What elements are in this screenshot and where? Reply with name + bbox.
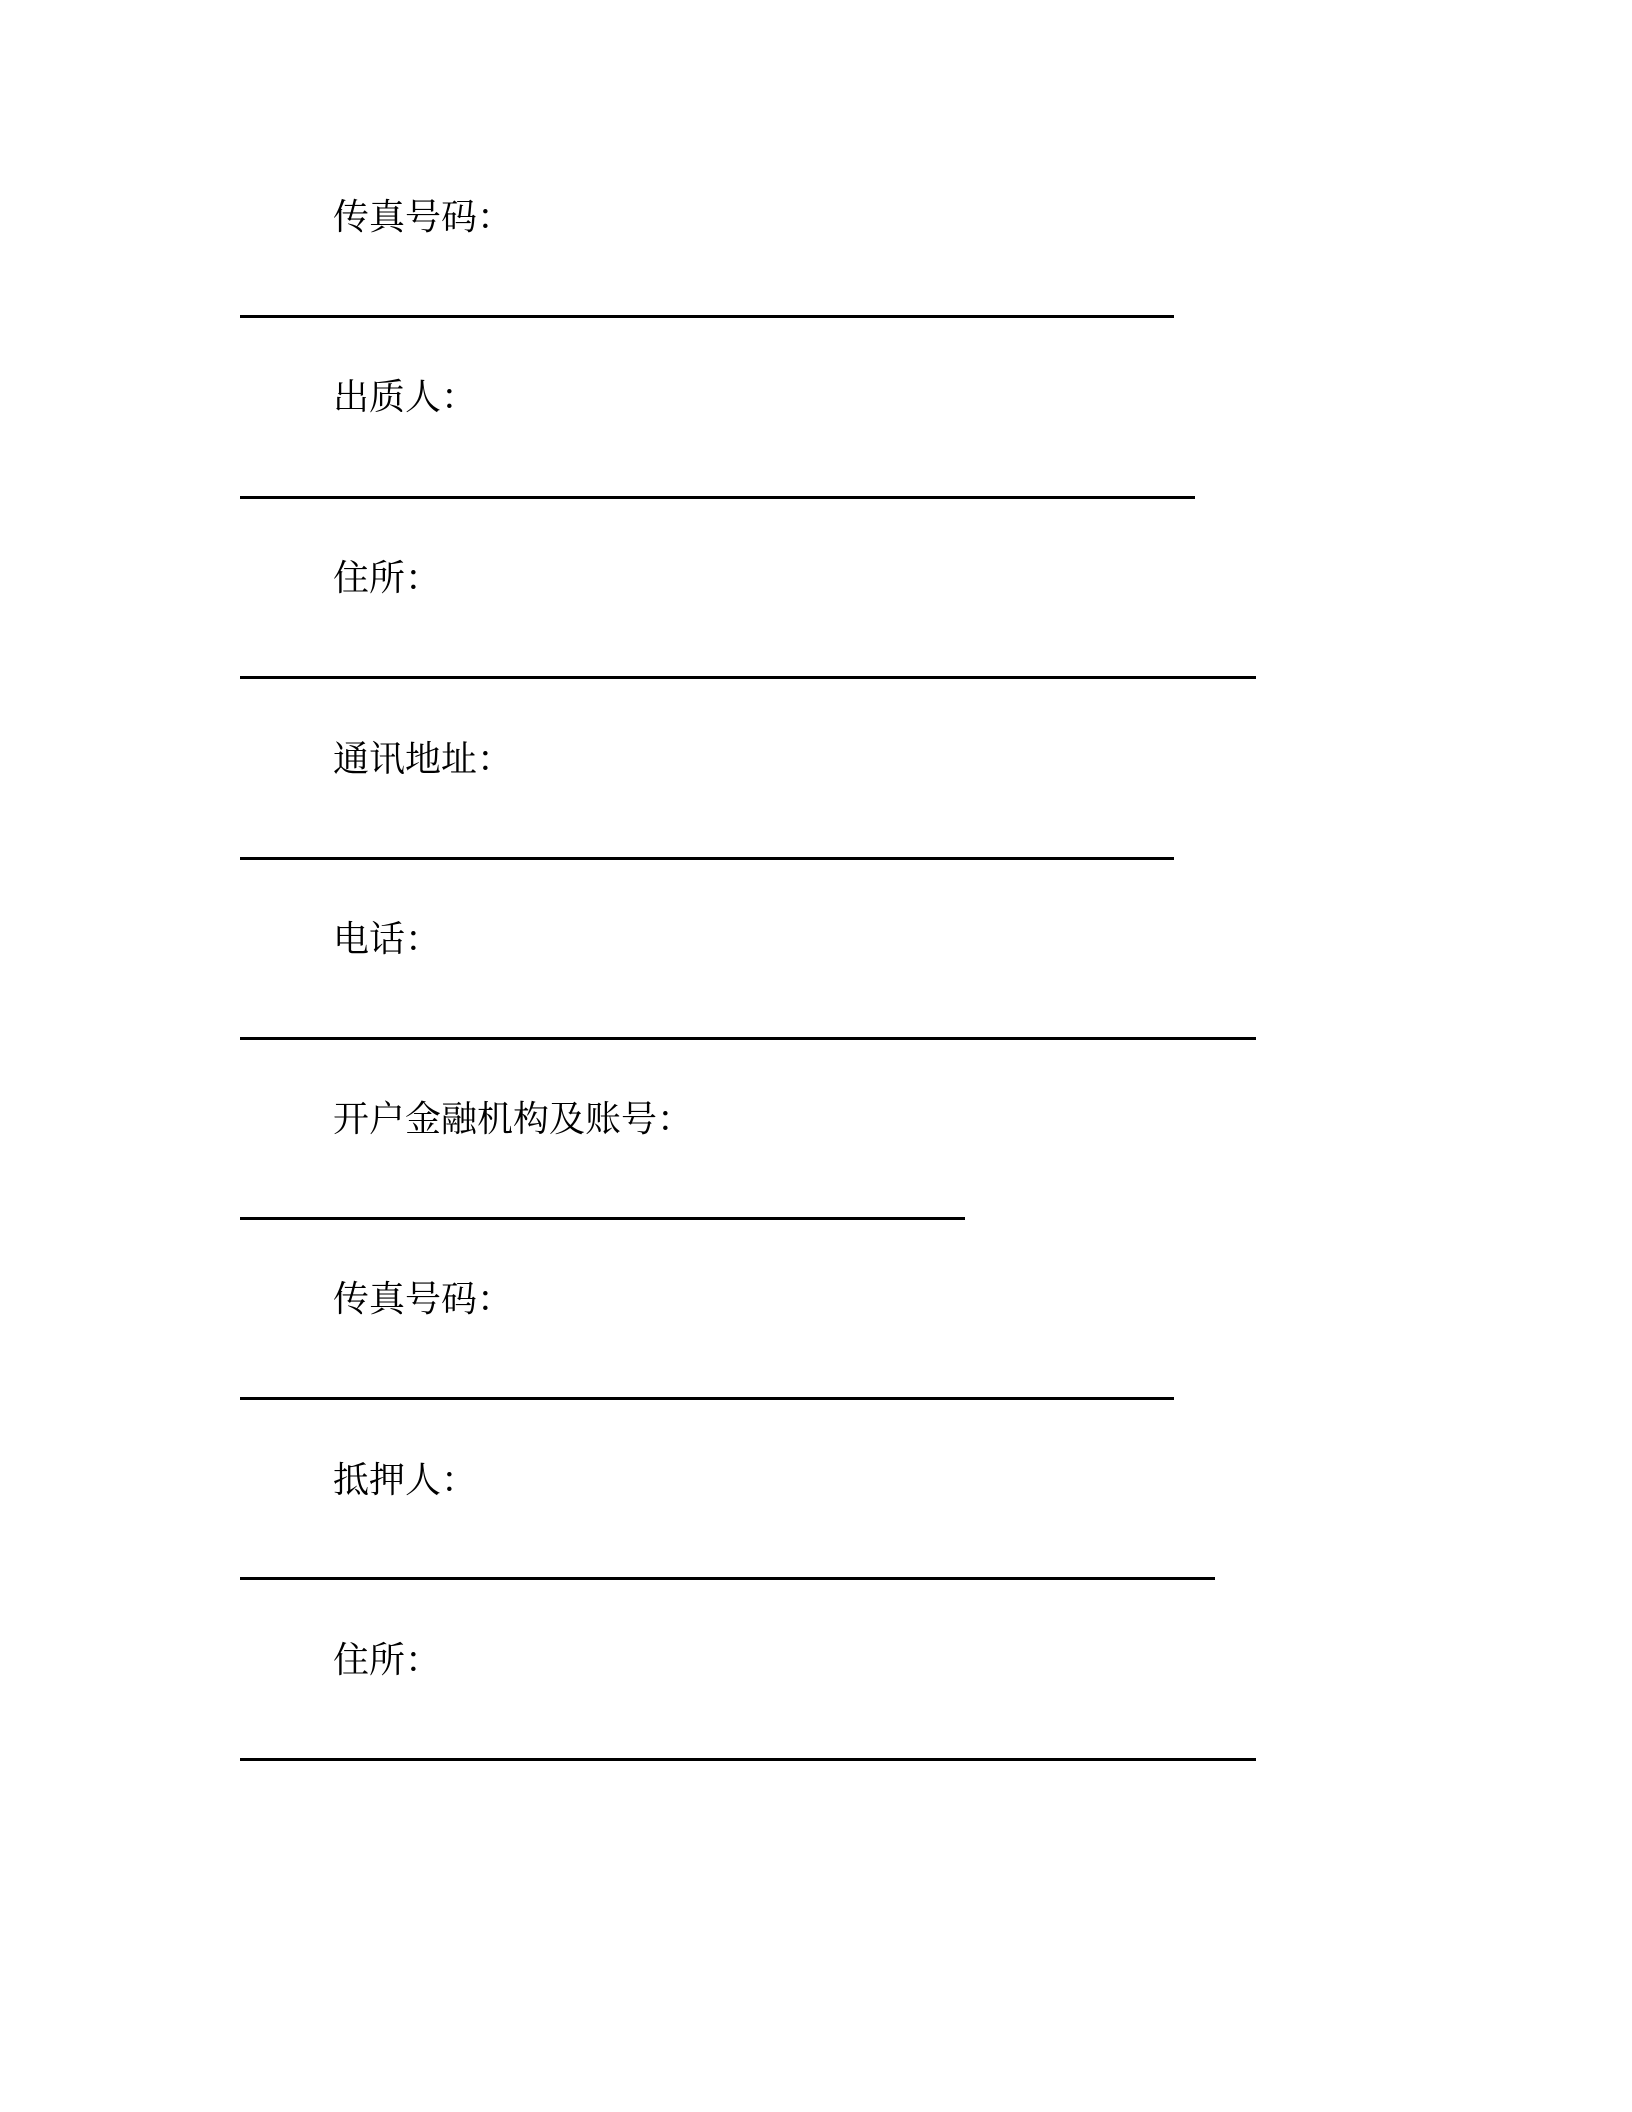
fill-in-line-mortgagor [240, 1577, 1215, 1580]
field-label-phone: 电话： [333, 919, 442, 960]
field-label-fax-2: 传真号码： [333, 1279, 514, 1320]
fill-in-line-fax-2 [240, 1397, 1174, 1400]
field-label-domicile-2: 住所： [333, 1640, 442, 1681]
field-label-mailing-address: 通讯地址： [333, 739, 514, 780]
fill-in-line-bank-account [240, 1217, 965, 1220]
field-label-fax: 传真号码： [333, 197, 514, 238]
field-label-domicile: 住所： [333, 558, 442, 599]
fill-in-line-domicile-2 [240, 1758, 1256, 1761]
fill-in-line-mailing-address [240, 857, 1174, 860]
fill-in-line-phone [240, 1037, 1256, 1040]
fill-in-line-pledgor [240, 496, 1195, 499]
fill-in-line-domicile [240, 676, 1256, 679]
fill-in-line-fax [240, 315, 1174, 318]
field-label-pledgor: 出质人： [333, 377, 478, 418]
field-label-bank-account: 开户金融机构及账号： [333, 1099, 694, 1140]
field-label-mortgagor: 抵押人： [333, 1460, 478, 1501]
